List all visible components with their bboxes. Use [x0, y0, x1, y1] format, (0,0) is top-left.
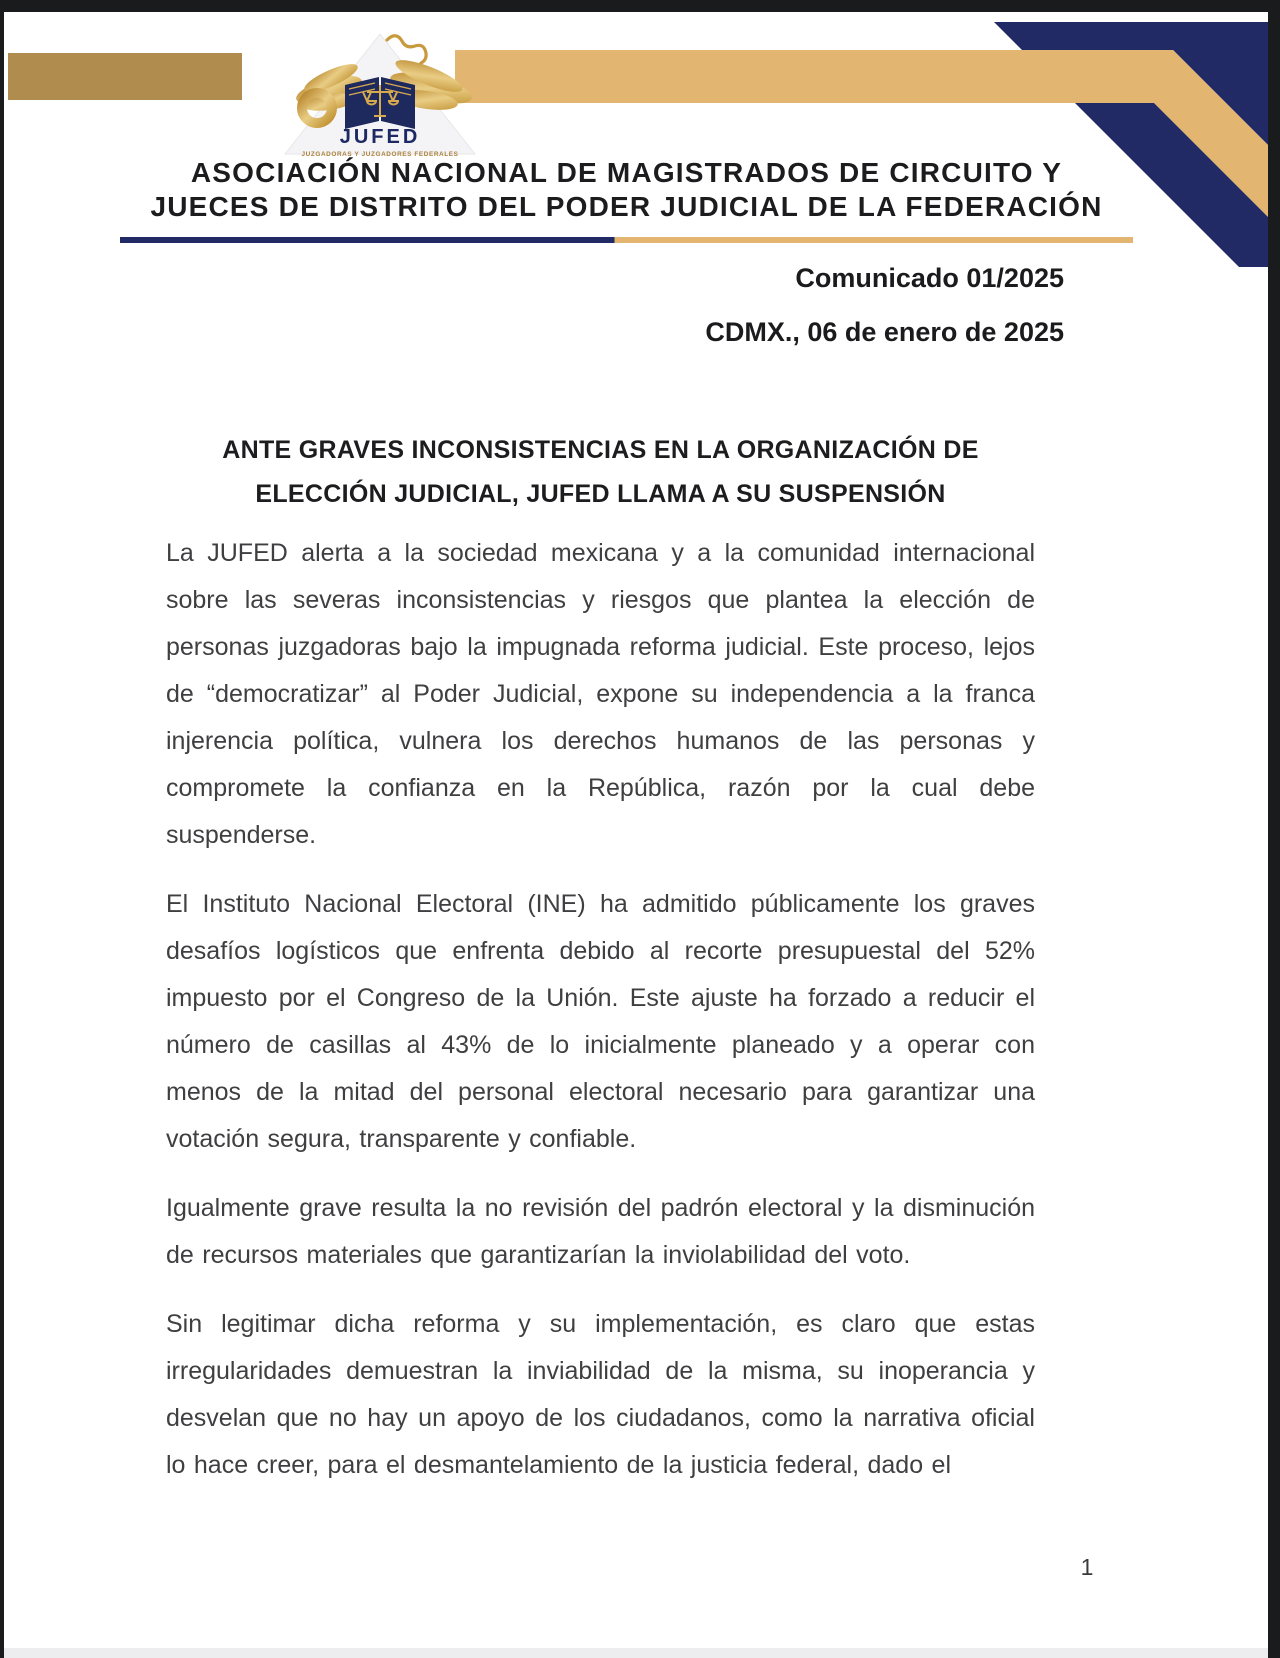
org-name	[120, 156, 1133, 224]
bottom-strip	[4, 1648, 1268, 1658]
logo-tagline: JUZGADORAS Y JUZGADORES FEDERALES	[301, 151, 459, 158]
right-gold-bar	[455, 50, 927, 103]
header-divider-rule	[120, 237, 1133, 243]
page-number: 1	[1080, 1554, 1094, 1580]
document-title	[166, 428, 1035, 516]
left-gold-bar	[8, 53, 242, 100]
document-body	[166, 530, 1035, 1511]
paragraph: Sin legitimar dicha reforma y su implementación, es claro que estas irregularidades demuestran la inviabilidad de la misma, su inoperancia y desvelan que no hay un apoyo de los ciudadanos, como la narrativa oficial lo hace creer, para el desmantelamiento de la justicia federal, dado el	[166, 1310, 1035, 1479]
org-name-line1: ASOCIACIÓN NACIONAL DE MAGISTRADOS DE CIRCUITO Y	[190, 157, 1063, 188]
comunicado-number: Comunicado 01/2025	[795, 263, 1064, 293]
document-title-line2: ELECCIÓN JUDICIAL, JUFED LLAMA A SU SUSPENSIÓN	[255, 480, 946, 508]
dateline: CDMX., 06 de enero de 2025	[705, 317, 1064, 347]
paragraph: El Instituto Nacional Electoral (INE) ha admitido públicamente los graves desafíos logísticos que enfrenta debido al recorte presupuestal del 52% impuesto por el Congreso de la Unión. Este ajuste ha forzado a reducir el número de casillas al 43% de lo inicialmente planeado y a operar con menos de la mitad del personal electoral necesario para garantizar una votación segura, transparente y confiable.	[166, 890, 1035, 1153]
logo-wordmark: JUFED	[339, 126, 421, 148]
org-name-line2: JUECES DE DISTRITO DEL PODER JUDICIAL DE LA FEDERACIÓN	[150, 191, 1103, 222]
jufed-logo	[283, 28, 478, 160]
document-title-line1: ANTE GRAVES INCONSISTENCIAS EN LA ORGANIZACIÓN DE	[222, 436, 979, 464]
paragraph: La JUFED alerta a la sociedad mexicana y a la comunidad internacional sobre las severas inconsistencias y riesgos que plantea la elección de personas juzgadoras bajo la impugnada reforma judicial. Este proceso, lejos de “democratizar” al Poder Judicial, expone su independencia a la franca injerencia política, vulnera los derechos humanos de las personas y compromete la confianza en la República, razón por la cual debe suspenderse.	[166, 539, 1035, 849]
meta-block	[705, 262, 1064, 348]
paragraph: Igualmente grave resulta la no revisión del padrón electoral y la disminución de recursos materiales que garantizarían la inviolabilidad del voto.	[166, 1194, 1035, 1269]
